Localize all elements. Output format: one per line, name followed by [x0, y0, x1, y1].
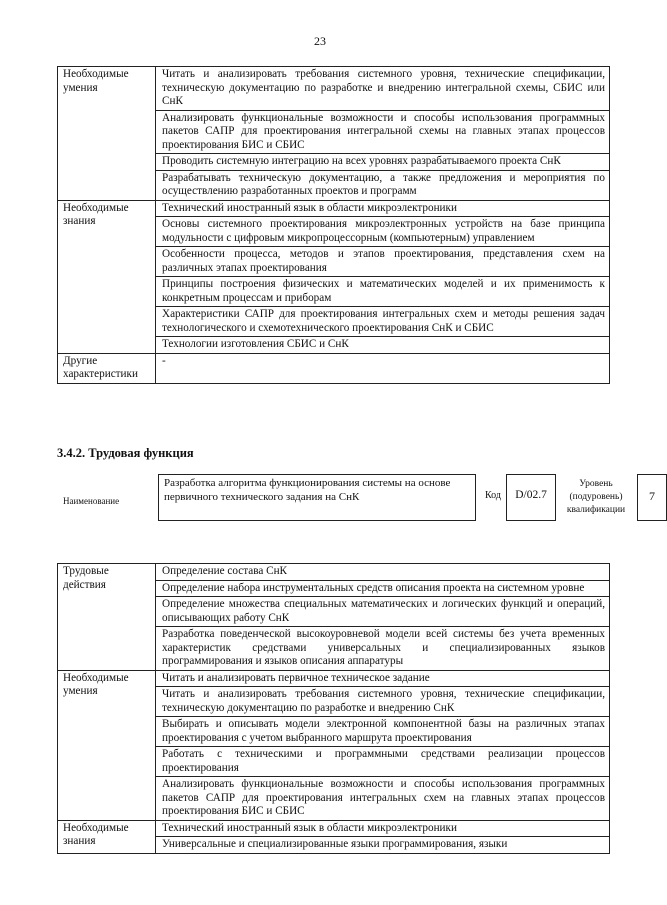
row-label: Трудовые действия: [58, 564, 156, 671]
table-row: [58, 353, 610, 383]
function-header: [57, 474, 655, 524]
code-label: Код: [485, 490, 501, 501]
table-cell: Работать с техническими и программными средствами реализации процессов проектирования: [156, 747, 610, 777]
table-row: [58, 564, 610, 581]
row-label: Необходимые знания: [58, 820, 156, 853]
row-label: Необходимые знания: [58, 200, 156, 353]
table-row: [58, 67, 610, 111]
table-cell: Определение множества специальных математических и логических функций и операций, описывающих работу СнК: [156, 597, 610, 627]
page-number: 23: [314, 34, 326, 48]
row-label: Другие характеристики: [58, 353, 156, 383]
table-row: [58, 820, 610, 837]
table-cell: Принципы построения физических и математических моделей и их применимость к конкретным процессам и приборам: [156, 277, 610, 307]
table-cell: Определение набора инструментальных средств описания проекта на системном уровне: [156, 580, 610, 597]
table-row: [58, 670, 610, 687]
table-cell: Проводить системную интеграцию на всех уровнях разрабатываемого проекта СнК: [156, 154, 610, 171]
row-label: Необходимые умения: [58, 67, 156, 201]
table-cell: Читать и анализировать требования системного уровня, технические спецификации, техническую документацию по разработке и внедрению СнК: [156, 687, 610, 717]
table-cell: Особенности процесса, методов и этапов проектирования, представления схем на различных этапах проектирования: [156, 247, 610, 277]
table-cell: Разработка поведенческой высокоуровневой модели всей системы без учета временных характеристик средствами универсальных и специализированных языков программирования и языков описания аппаратуры: [156, 627, 610, 671]
table-cell: Технический иностранный язык в области микроэлектроники: [156, 820, 610, 837]
table-cell: Универсальные и специализированные языки программирования, языки: [156, 837, 610, 854]
section-heading: 3.4.2. Трудовая функция: [57, 446, 194, 460]
table-cell: Читать и анализировать первичное техническое задание: [156, 670, 610, 687]
table-row: [58, 200, 610, 217]
table-cell: Разрабатывать техническую документацию, а также предложения и мероприятия по осуществлению разработанных проектов и программ: [156, 170, 610, 200]
level-box: 7: [637, 474, 667, 521]
table-cell: Основы системного проектирования микроэлектронных устройств на базе принципа модульности с цифровым микропроцессорным (компьютерным) управлением: [156, 217, 610, 247]
table-cell: Анализировать функциональные возможности и способы использования программных пакетов САПР для проектирования интегральных схем на главных этапах процессов проектирования БИС и СБИС: [156, 777, 610, 821]
table-cell: Характеристики САПР для проектирования интегральных схем и методы решения задач технологического и схемотехнического проектирования СнК и СБИС: [156, 307, 610, 337]
skills-knowledge-table-1: [57, 66, 610, 384]
table-cell: Технический иностранный язык в области микроэлектроники: [156, 200, 610, 217]
code-box: D/02.7: [506, 474, 556, 521]
table-cell: Выбирать и описывать модели электронной компонентной базы на различных этапах проектирования с учетом выбранного маршрута проектирования: [156, 717, 610, 747]
name-label: Наименование: [63, 496, 120, 506]
table-cell: -: [156, 353, 610, 383]
level-label: Уровень (подуровень) квалификации: [566, 479, 626, 515]
table-cell: Определение состава СнК: [156, 564, 610, 581]
table-cell: Технологии изготовления СБИС и СнК: [156, 337, 610, 354]
table-cell: Читать и анализировать требования системного уровня, технические спецификации, техническую документацию по разработке и внедрению интегральной схемы, СБИС или СнК: [156, 67, 610, 111]
table-cell: Анализировать функциональные возможности и способы использования программных пакетов САПР для проектирования интегральной схемы на главных этапах процессов проектирования БИС и СБИС: [156, 110, 610, 154]
skills-knowledge-table-2: [57, 563, 610, 854]
function-name-box: Разработка алгоритма функционирования системы на основе первичного технического задания на СнК: [158, 474, 476, 521]
row-label: Необходимые умения: [58, 670, 156, 820]
